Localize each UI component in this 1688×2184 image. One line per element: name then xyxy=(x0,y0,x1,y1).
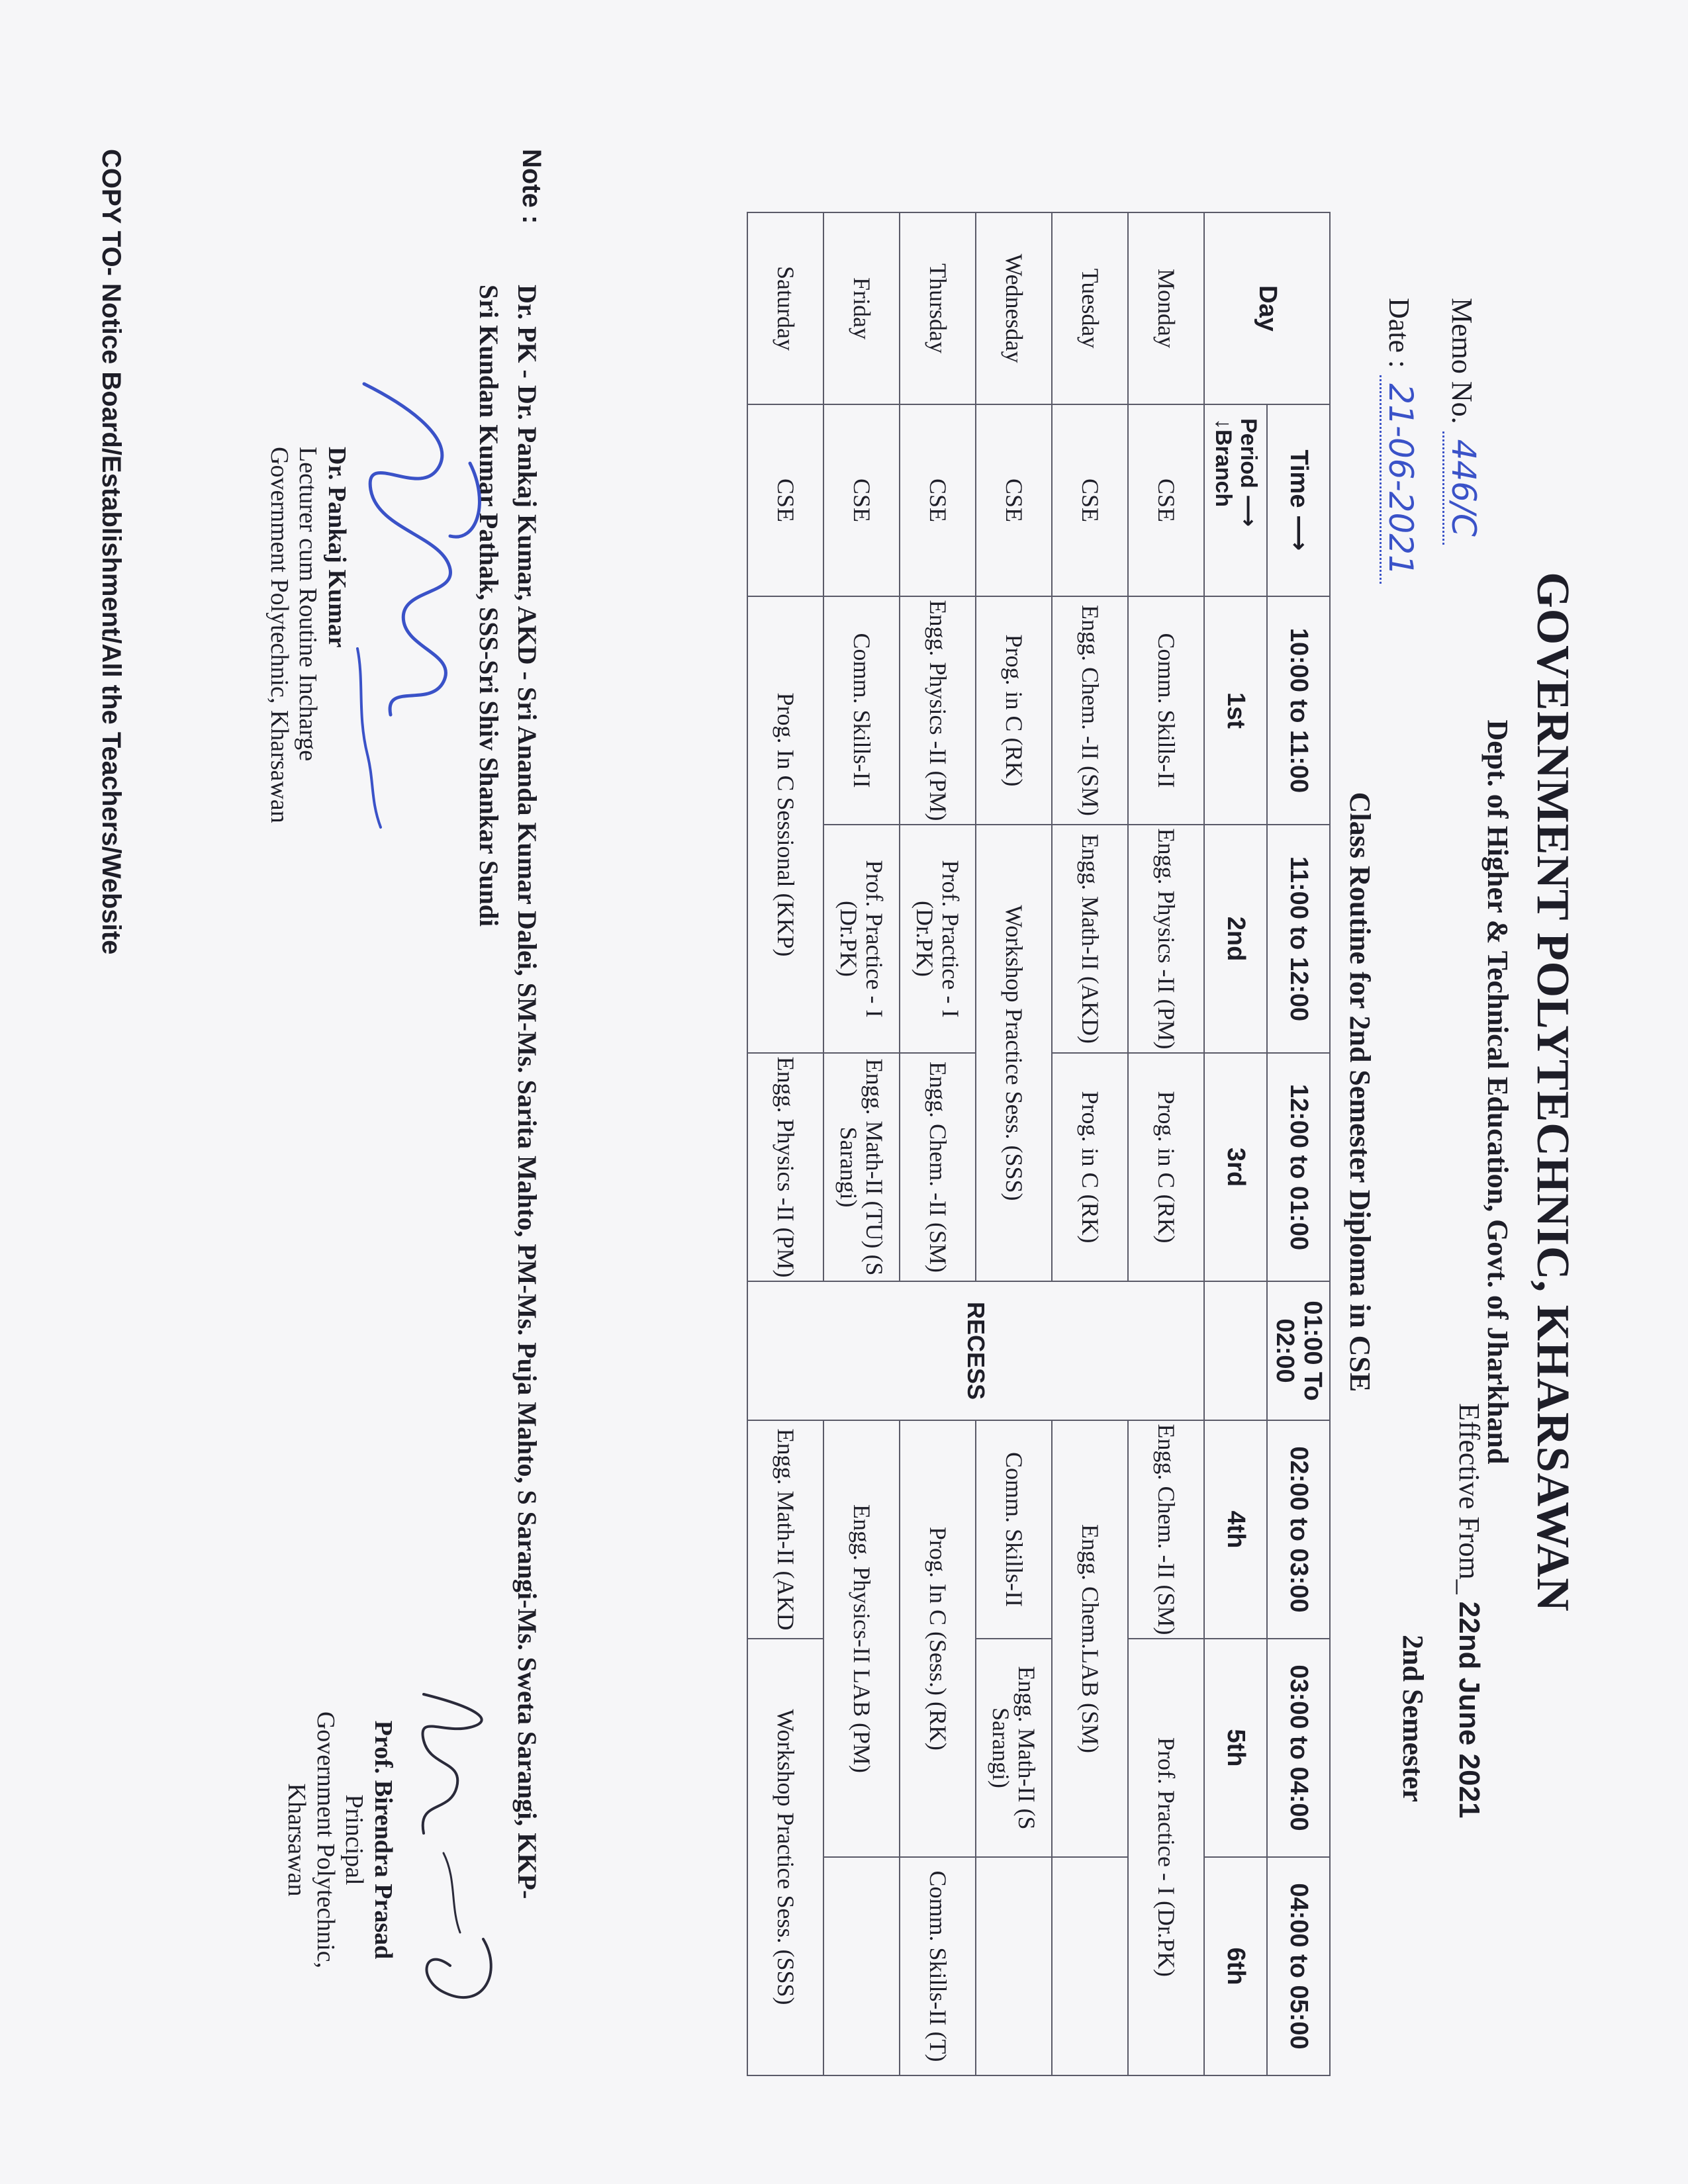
branch-cell: CSE xyxy=(1052,404,1128,596)
branch-cell: CSE xyxy=(1128,404,1204,596)
class-cell: Engg. Physics -II (PM) xyxy=(900,596,976,825)
class-cell: Engg. Chem.LAB (SM) xyxy=(1052,1420,1128,1857)
principal-org: Government Polytechnic, Kharsawan xyxy=(282,1711,340,1969)
branch-cell: CSE xyxy=(900,404,976,596)
memo-date xyxy=(1382,298,1420,584)
period-label: Period xyxy=(1235,418,1261,488)
branch-label: Branch xyxy=(1211,430,1237,508)
class-cell: Engg. Physics -II (PM) xyxy=(747,1053,823,1281)
class-cell: Workshop Practice Sess. (SSS) xyxy=(976,825,1052,1281)
principal-block xyxy=(281,1655,397,2025)
class-cell: Engg. Chem. -II (SM) xyxy=(1052,596,1128,825)
class-cell: Engg. Chem. -II (SM) xyxy=(1128,1420,1204,1639)
principal-role: Principal xyxy=(340,1794,369,1886)
period-header-row xyxy=(1204,212,1267,2075)
note-line: Sri Kundan Kumar Pathak, SSS-Sri Shiv Shankar Sundi xyxy=(474,285,504,927)
time-slot: 03:00 to 04:00 xyxy=(1267,1639,1330,1857)
class-cell: Engg. Chem. -II (SM) xyxy=(900,1053,976,1281)
time-slot: 02:00 to 03:00 xyxy=(1267,1420,1330,1639)
class-cell: Engg. Math-II (TU) (S Sarangi) xyxy=(823,1053,900,1281)
day-cell: Monday xyxy=(1128,212,1204,404)
day-cell: Friday xyxy=(823,212,900,404)
effective-from xyxy=(1452,1403,1486,1819)
class-cell: Prog. in C (RK) xyxy=(976,596,1052,825)
table-row-wednesday xyxy=(976,212,1052,2075)
memo-number xyxy=(1444,298,1483,545)
time-header: Time ⟶ xyxy=(1267,404,1330,596)
arrow-down-icon: ↓ xyxy=(1211,418,1237,430)
class-cell: Engg. Physics-II LAB (PM) xyxy=(823,1420,900,1857)
table-row-tuesday xyxy=(1052,212,1128,2075)
class-cell: Engg. Math-II (AKD xyxy=(747,1420,823,1639)
branch-cell: CSE xyxy=(976,404,1052,596)
table-row-monday xyxy=(1128,212,1204,2075)
class-cell: Prog. In C Sessional (KKP) xyxy=(747,596,823,1053)
class-cell: Comm. Skills-II xyxy=(1128,596,1204,825)
empty-cell xyxy=(823,1857,900,2075)
institution-title: GOVERNMENT POLYTECHNIC, KHARSAWAN xyxy=(1527,572,1578,1612)
note-label: Note : xyxy=(517,149,546,224)
empty-cell xyxy=(1052,1857,1128,2075)
period-label: 5th xyxy=(1204,1639,1267,1857)
class-cell: Comm. Skills-II xyxy=(823,596,900,825)
day-cell: Tuesday xyxy=(1052,212,1128,404)
period-branch-header xyxy=(1204,404,1267,596)
lecturer-org: Government Polytechnic, Kharsawan xyxy=(265,447,293,823)
day-cell: Saturday xyxy=(747,212,823,404)
time-slot: 04:00 to 05:00 xyxy=(1267,1857,1330,2075)
class-cell: Engg. Math-II (AKD) xyxy=(1052,825,1128,1053)
class-cell: Prog. in C (RK) xyxy=(1052,1053,1128,1281)
day-header: Day xyxy=(1204,212,1330,404)
period-label: 1st xyxy=(1204,596,1267,825)
class-cell: Comm. Skills-II (T) xyxy=(900,1857,976,2075)
day-cell: Thursday xyxy=(900,212,976,404)
class-routine-table xyxy=(747,212,1331,2076)
class-cell: Workshop Practice Sess. (SSS) xyxy=(747,1639,823,2075)
copy-to-line: COPY TO- Notice Board/Establishment/All the Teachers/Website xyxy=(97,149,126,955)
principal-signature xyxy=(391,1681,523,2025)
memo-value: 446/C xyxy=(1442,432,1483,545)
department-line: Dept. of Higher & Technical Education, Govt. of Jharkhand xyxy=(1481,719,1514,1465)
lecturer-block xyxy=(264,447,351,823)
day-cell: Wednesday xyxy=(976,212,1052,404)
period-label: 4th xyxy=(1204,1420,1267,1639)
lecturer-name: Dr. Pankaj Kumar xyxy=(323,447,351,648)
time-slot: 01:00 To 02:00 xyxy=(1267,1281,1330,1420)
branch-cell: CSE xyxy=(747,404,823,596)
time-slot: 11:00 to 12:00 xyxy=(1267,825,1330,1053)
period-label: 2nd xyxy=(1204,825,1267,1053)
class-cell: Engg. Physics -II (PM) xyxy=(1128,825,1204,1053)
memo-label: Memo No. xyxy=(1446,298,1478,424)
class-cell: Prog. In C (Sess.) (RK) xyxy=(900,1420,976,1857)
lecturer-role: Lecturer cum Routine Incharge xyxy=(294,447,322,762)
table-row-saturday xyxy=(747,212,823,2075)
semester-label: 2nd Semester xyxy=(1397,1635,1429,1802)
time-slot: 12:00 to 01:00 xyxy=(1267,1053,1330,1281)
table-row-thursday xyxy=(900,212,976,2075)
table-row-friday xyxy=(823,212,900,2075)
arrow-right-icon: ⟶ xyxy=(1285,515,1313,551)
class-cell: Prog. in C (RK) xyxy=(1128,1053,1204,1281)
recess-cell: RECESS xyxy=(747,1281,1204,1420)
class-cell: Prof. Practice - I (Dr.PK) xyxy=(823,825,900,1053)
class-cell: Comm. Skills-II xyxy=(976,1420,1052,1639)
principal-name: Prof. Birendra Prasad xyxy=(369,1720,397,1960)
branch-cell: CSE xyxy=(823,404,900,596)
date-value: 21-06-2021 xyxy=(1380,375,1420,584)
date-label: Date : xyxy=(1383,298,1415,369)
routine-title: Class Routine for 2nd Semester Diploma in CSE xyxy=(1344,792,1376,1392)
class-cell: Engg. Math-II (S Sarangi) xyxy=(976,1639,1052,1857)
effective-value: 22nd June 2021 xyxy=(1453,1601,1485,1819)
period-label: 3rd xyxy=(1204,1053,1267,1281)
effective-label: Effective From_ xyxy=(1453,1403,1485,1594)
note-line: Dr. PK - Dr. Pankaj Kumar, AKD - Sri Ananda Kumar Dalei, SM-Ms. Sarita Mahto, PM-Ms. Puja Mahto, S Sarangi-Ms. Sweta Sarangi, KKP- xyxy=(512,285,542,1899)
time-header-row xyxy=(1267,212,1330,2075)
class-cell: Prof. Practice - I (Dr.PK) xyxy=(1128,1639,1204,2075)
empty-cell xyxy=(976,1857,1052,2075)
class-cell: Prof. Practice - I (Dr.PK) xyxy=(900,825,976,1053)
recess-header-cell xyxy=(1204,1281,1267,1420)
time-slot: 10:00 to 11:00 xyxy=(1267,596,1330,825)
arrow-right-icon: ⟶ xyxy=(1235,494,1261,527)
period-label: 6th xyxy=(1204,1857,1267,2075)
